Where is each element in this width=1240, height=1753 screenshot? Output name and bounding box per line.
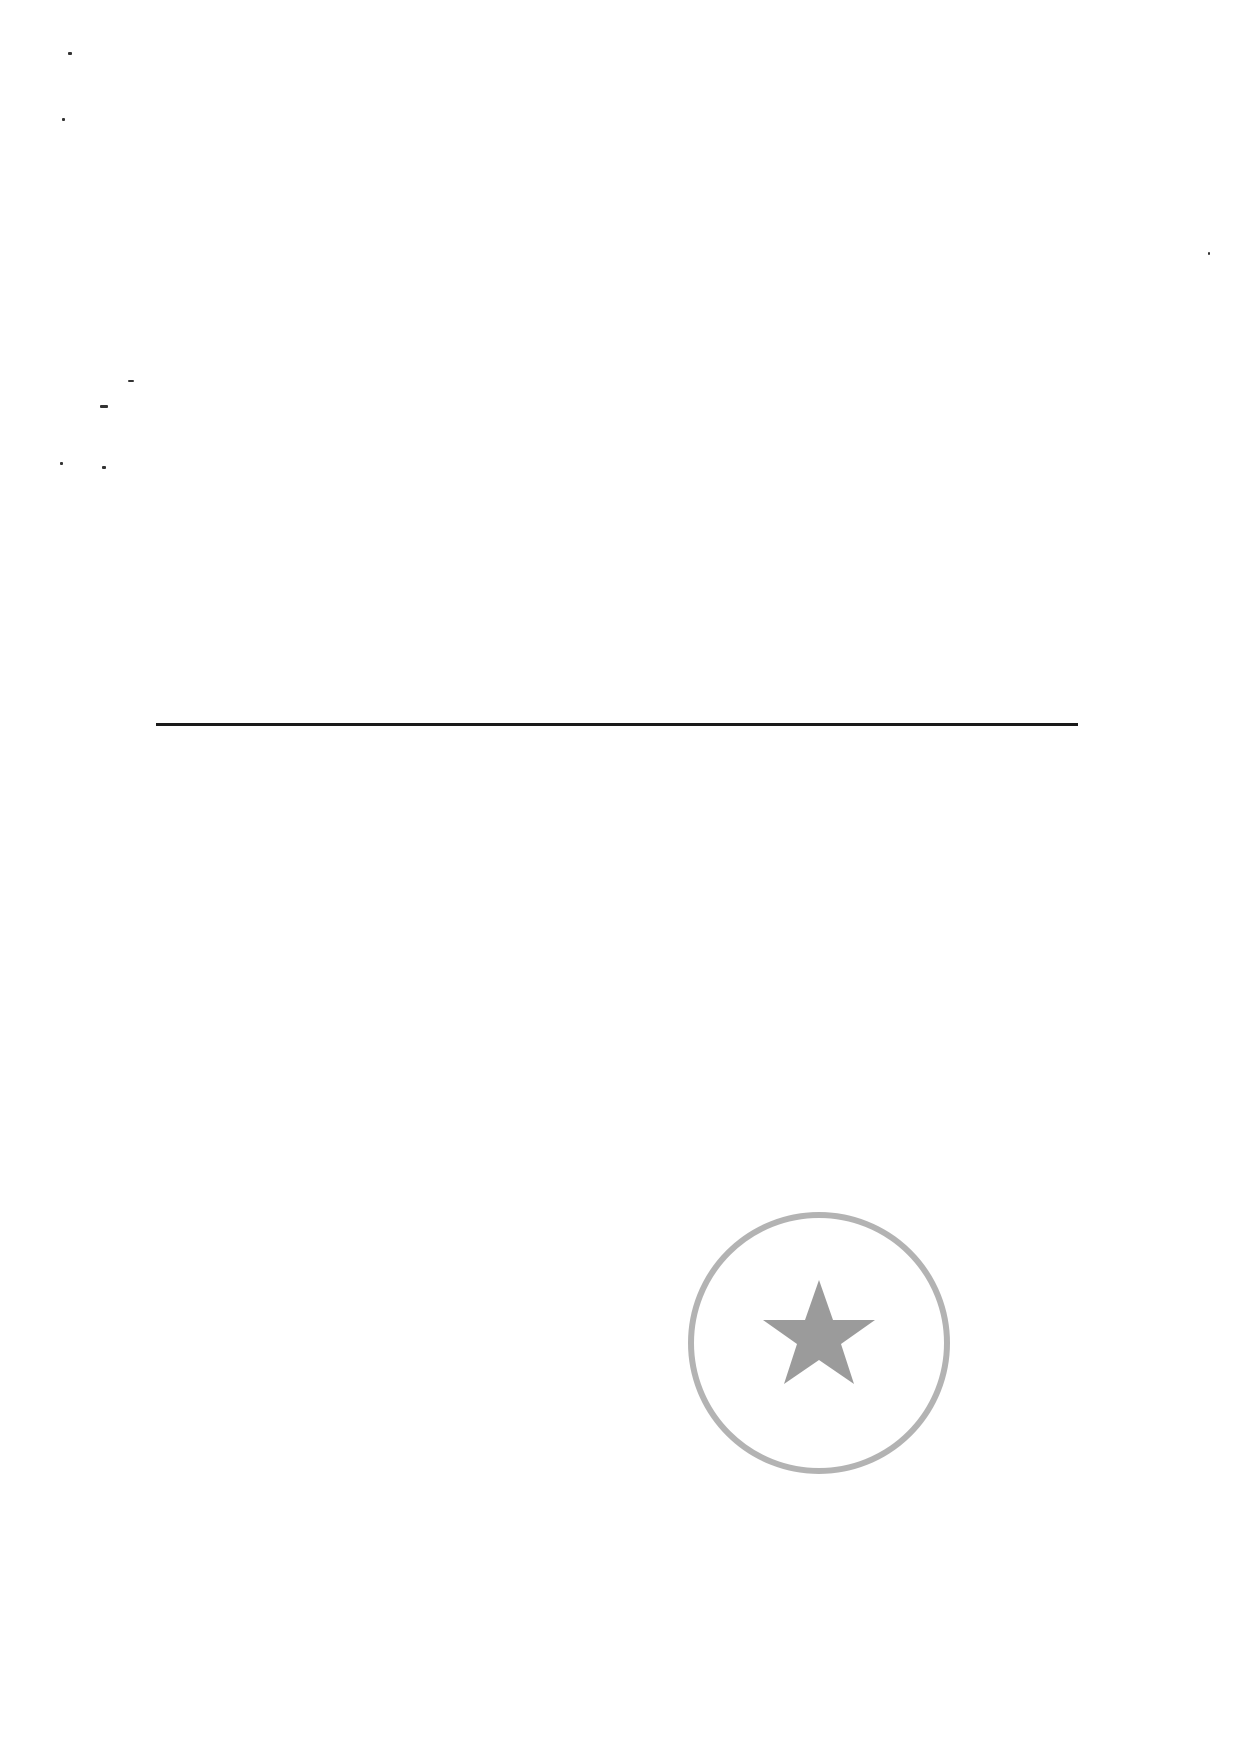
scan-speck — [128, 380, 134, 382]
scan-speck — [102, 466, 106, 469]
scan-speck — [1208, 252, 1210, 255]
star-icon — [763, 1280, 875, 1384]
header-divider — [156, 723, 1078, 726]
scan-speck — [62, 118, 65, 121]
scan-speck — [100, 405, 108, 408]
scan-speck — [60, 462, 63, 465]
official-seal — [684, 1208, 954, 1478]
scan-speck — [68, 52, 72, 55]
